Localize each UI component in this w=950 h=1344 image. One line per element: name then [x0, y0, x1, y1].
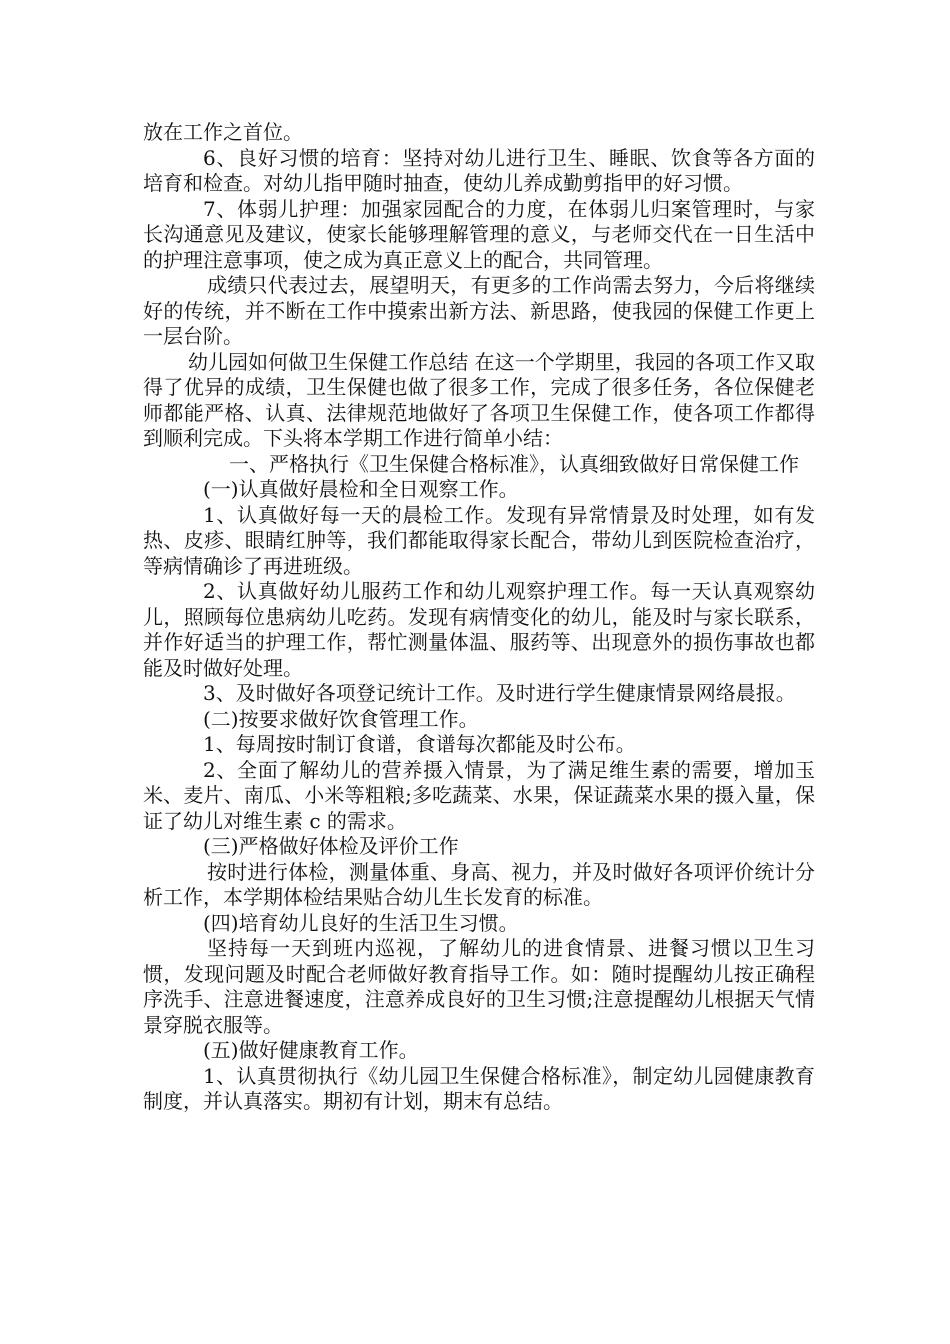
paragraph-5: 幼儿园如何做卫生保健工作总结 在这一个学期里，我园的各项工作又取得了优异的成绩，卫生保健也做了很多工作，完成了很多任务，各位保健老师都能严格、认真、法律规范地做好了各项卫生保健工作，使各项工作都得到顺利完成。下头将本学期工作进行简单小结： — [143, 349, 815, 450]
paragraph-11: (二)按要求做好饮食管理工作。 — [203, 706, 479, 731]
paragraph-6: 一、严格执行《卫生保健合格标准》，认真细致做好日常保健工作 — [229, 451, 799, 476]
paragraph-10: 3、及时做好各项登记统计工作。及时进行学生健康情景网络晨报。 — [203, 681, 796, 705]
document-body — [143, 120, 815, 1115]
paragraph-3: 7、体弱儿护理：加强家园配合的力度，在体弱儿归案管理时，与家长沟通意见及建议，使家长能够理解管理的意义，与老师交代在一日生活中的护理注意事项，使之成为真正意义上的配合，共同管理。 — [143, 196, 815, 272]
paragraph-9: 2、认真做好幼儿服药工作和幼儿观察护理工作。每一天认真观察幼儿，照顾每位患病幼儿吃药。发现有病情变化的幼儿，能及时与家长联系，并作好适当的护理工作，帮忙测量体温、服药等、出现意外的损伤事故也都能及时做好处理。 — [143, 579, 815, 680]
paragraph-13: 2、全面了解幼儿的营养摄入情景，为了满足维生素的需要，增加玉米、麦片、南瓜、小米等粗粮;多吃蔬菜、水果，保证蔬菜水果的摄入量，保证了幼儿对维生素 c 的需求。 — [143, 757, 815, 833]
paragraph-18: (五)做好健康教育工作。 — [203, 1038, 419, 1062]
paragraph-1: 放在工作之首位。 — [143, 120, 303, 144]
paragraph-4: 成绩只代表过去，展望明天，有更多的工作尚需去努力，今后将继续好的传统，并不断在工作中摸索出新方法、新思路，使我园的保健工作更上一层台阶。 — [143, 273, 815, 348]
paragraph-7: (一)认真做好晨检和全日观察工作。 — [203, 477, 519, 501]
paragraph-16: (四)培育幼儿良好的生活卫生习惯。 — [203, 910, 519, 935]
paragraph-19: 1、认真贯彻执行《幼儿园卫生保健合格标准》，制定幼儿园健康教育制度，并认真落实。期初有计划，期末有总结。 — [143, 1063, 815, 1113]
paragraph-8: 1、认真做好每一天的晨检工作。发现有异常情景及时处理，如有发热、皮疹、眼睛红肿等，我们都能取得家长配合，带幼儿到医院检查治疗，等病情确诊了再进班级。 — [143, 502, 815, 578]
paragraph-15: 按时进行体检，测量体重、身高、视力，并及时做好各项评价统计分析工作，本学期体检结果贴合幼儿生长发育的标准。 — [143, 859, 815, 909]
paragraph-12: 1、每周按时制订食谱，食谱每次都能及时公布。 — [203, 732, 636, 756]
paragraph-14: (三)严格做好体检及评价工作 — [203, 834, 459, 858]
paragraph-17: 坚持每一天到班内巡视，了解幼儿的进食情景、进餐习惯以卫生习惯，发现问题及时配合老师做好教育指导工作。如：随时提醒幼儿按正确程序洗手、注意进餐速度，注意养成良好的卫生习惯;注意提醒幼儿根据天气情景穿脱衣服等。 — [143, 936, 815, 1037]
paragraph-2: 6、良好习惯的培育：坚持对幼儿进行卫生、睡眠、饮食等各方面的培育和检查。对幼儿指甲随时抽查，使幼儿养成勤剪指甲的好习惯。 — [143, 145, 815, 195]
